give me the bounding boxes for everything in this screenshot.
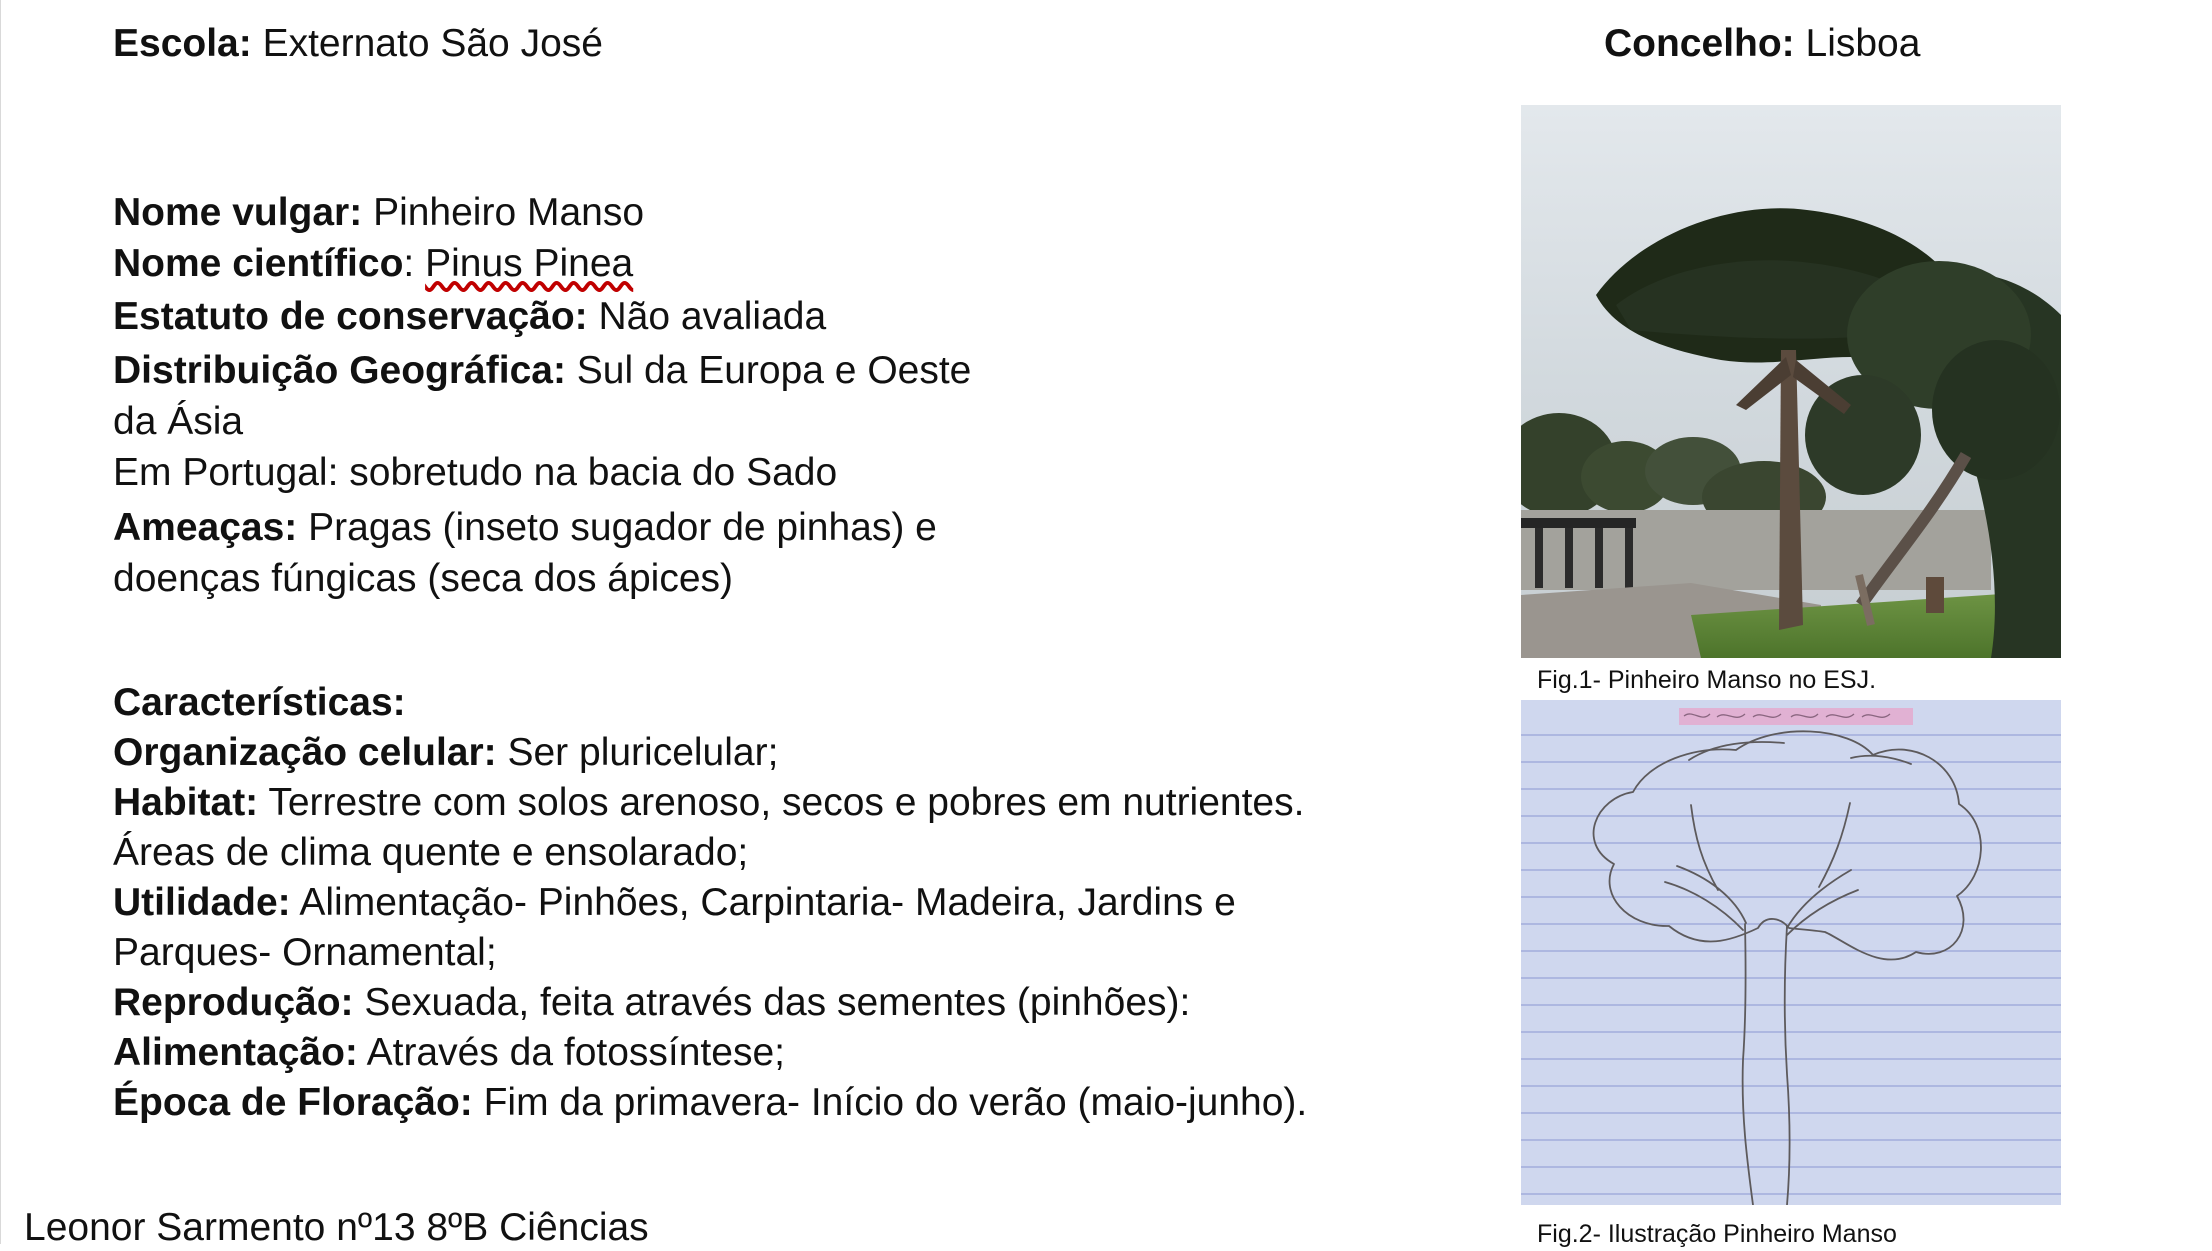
utility-value-line2: Parques- Ornamental;: [113, 931, 497, 974]
reproduction-label: Reprodução:: [113, 981, 354, 1024]
utility-label: Utilidade:: [113, 881, 291, 924]
drawing-caption: Fig.2- Ilustração Pinheiro Manso: [1537, 1220, 1897, 1248]
threats-continuation: [113, 556, 733, 602]
threats-line: [113, 505, 937, 551]
common-name-label: Nome vulgar:: [113, 191, 363, 234]
pine-tree-photo: [1521, 105, 2061, 658]
cell-organization-value: Ser pluricelular;: [507, 731, 779, 774]
common-name-value: Pinheiro Manso: [373, 191, 645, 234]
distribution-line: [113, 348, 971, 394]
common-name-line: [113, 190, 644, 236]
habitat-value-line2: Áreas de clima quente e ensolarado;: [113, 831, 749, 874]
utility-line: [113, 880, 1236, 926]
feeding-label: Alimentação:: [113, 1031, 358, 1074]
photo-caption: Fig.1- Pinheiro Manso no ESJ.: [1537, 666, 1877, 694]
habitat-value-line1: Terrestre com solos arenoso, secos e pobres em nutrientes.: [268, 781, 1305, 824]
distribution-continuation: [113, 399, 243, 445]
characteristics-title: Características:: [113, 681, 406, 724]
scientific-name-line: [113, 241, 633, 287]
conservation-value: Não avaliada: [598, 295, 827, 338]
cell-organization-label: Organização celular:: [113, 731, 497, 774]
reproduction-value: Sexuada, feita através das sementes (pinhões):: [364, 981, 1191, 1024]
school-label: Escola:: [113, 22, 252, 65]
portugal-distribution-line: [113, 450, 837, 496]
distribution-value-line2: da Ásia: [113, 400, 244, 443]
pine-tree-drawing: [1521, 700, 2061, 1205]
portugal-distribution-text: Em Portugal: sobretudo na bacia do Sado: [113, 451, 838, 494]
cell-organization-line: [113, 730, 778, 776]
distribution-label: Distribuição Geográfica:: [113, 349, 566, 392]
habitat-label: Habitat:: [113, 781, 259, 824]
flowering-line: [113, 1080, 1307, 1126]
school-line: [113, 21, 603, 67]
feeding-line: [113, 1030, 785, 1076]
flowering-label: Época de Floração:: [113, 1081, 473, 1124]
habitat-continuation: [113, 830, 748, 876]
utility-value-line1: Alimentação- Pinhões, Carpintaria- Madeira, Jardins e: [299, 881, 1236, 924]
municipality-label: Concelho:: [1604, 22, 1795, 65]
threats-value-line2: doenças fúngicas (seca dos ápices): [113, 557, 734, 600]
scientific-name-separator: :: [403, 242, 415, 285]
scientific-name-label: Nome científico: [113, 242, 404, 285]
utility-continuation: [113, 930, 497, 976]
flowering-value: Fim da primavera- Início do verão (maio-junho).: [483, 1081, 1308, 1124]
conservation-label: Estatuto de conservação:: [113, 295, 588, 338]
distribution-value-line1: Sul da Europa e Oeste: [576, 349, 972, 392]
reproduction-line: [113, 980, 1190, 1026]
scientific-name-value: Pinus Pinea: [425, 242, 634, 285]
author-footer: Leonor Sarmento nº13 8ºB Ciências: [24, 1206, 649, 1249]
feeding-value: Através da fotossíntese;: [366, 1031, 785, 1074]
school-value: Externato São José: [262, 22, 603, 65]
municipality-value: Lisboa: [1805, 22, 1921, 65]
threats-value-line1: Pragas (inseto sugador de pinhas) e: [308, 506, 937, 549]
municipality-line: [1604, 21, 1920, 67]
conservation-line: [113, 294, 826, 340]
habitat-line: [113, 780, 1304, 826]
threats-label: Ameaças:: [113, 506, 298, 549]
